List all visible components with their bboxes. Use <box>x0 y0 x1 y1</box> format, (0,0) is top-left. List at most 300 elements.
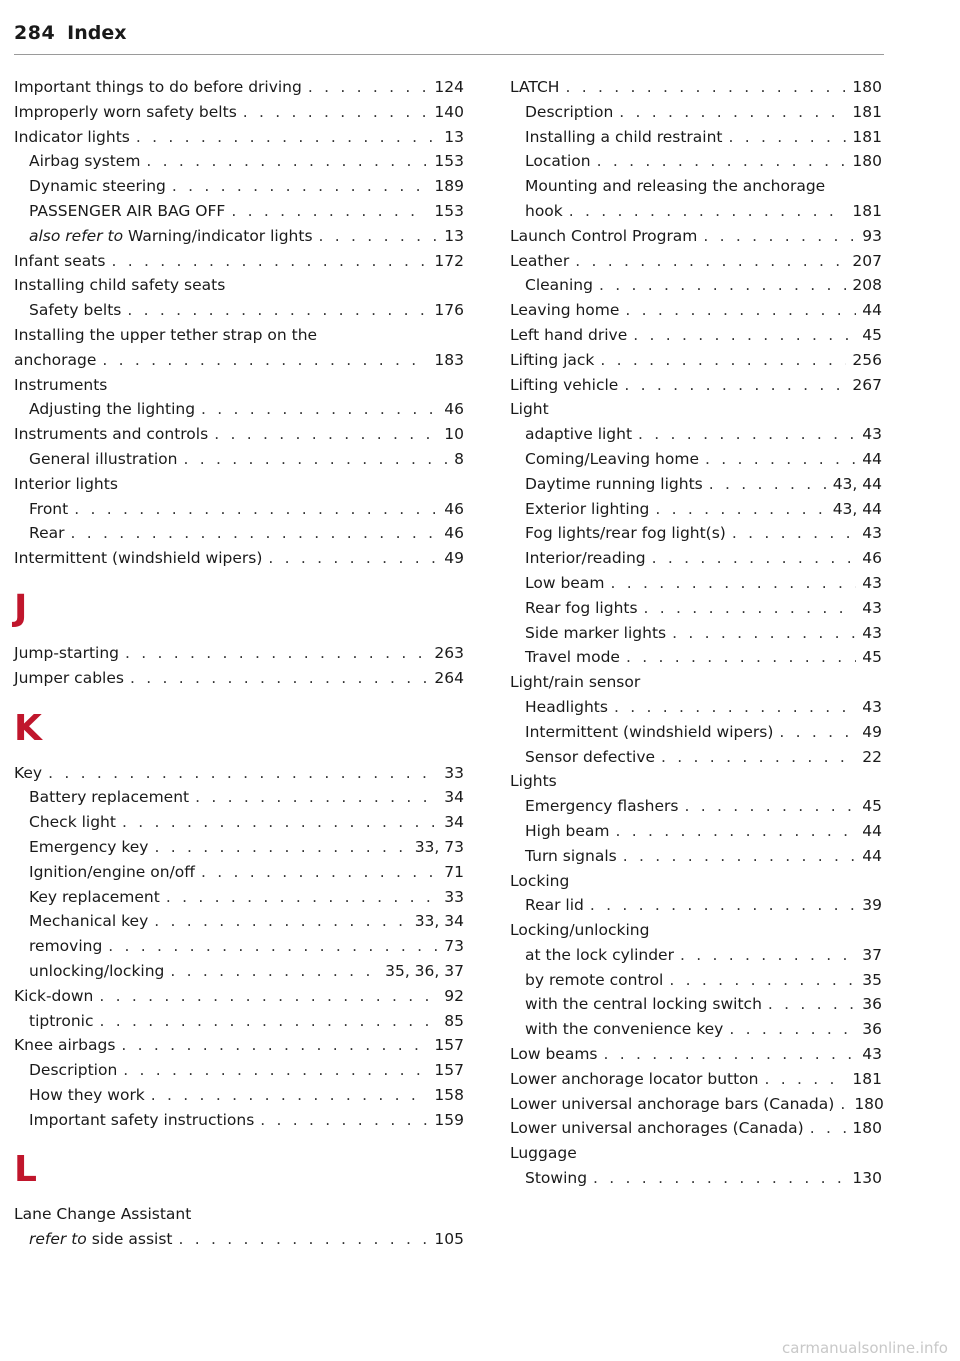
page-reference: 34 <box>444 813 464 832</box>
index-subentry <box>510 472 882 497</box>
entry-text: Turn signals <box>525 846 617 865</box>
entry-term <box>510 373 618 398</box>
dot-leader <box>183 447 448 472</box>
entry-term <box>510 249 569 274</box>
index-entry <box>14 125 464 150</box>
page-number: 284 <box>14 22 56 44</box>
entry-term <box>525 174 825 199</box>
entry-text: Emergency flashers <box>525 797 679 816</box>
entry-text: Adjusting the lighting <box>29 400 196 419</box>
page-reference: 44 <box>862 449 882 468</box>
index-entry <box>510 670 882 695</box>
dot-leader <box>626 645 856 670</box>
index-subentry <box>14 1083 464 1108</box>
index-entry <box>510 1042 882 1067</box>
index-subentry <box>14 1009 464 1034</box>
cross-reference-label: refer to <box>29 1230 87 1249</box>
entry-text: Mounting and releasing the anchorage <box>525 177 826 196</box>
entry-text: PASSENGER AIR BAG OFF <box>29 201 226 220</box>
page-reference: 43 <box>862 573 882 592</box>
entry-term <box>14 323 317 348</box>
index-entry <box>14 100 464 125</box>
dot-leader <box>575 249 846 274</box>
entry-text: at the lock cylinder <box>525 945 674 964</box>
index-subentry <box>14 521 464 546</box>
entry-term <box>510 769 557 794</box>
index-subentry <box>510 844 882 869</box>
entry-term <box>525 1017 723 1042</box>
page-reference: 34 <box>444 788 464 807</box>
entry-text: Location <box>525 152 591 171</box>
index-subentry <box>510 199 882 224</box>
page-reference: 264 <box>434 668 464 687</box>
dot-leader <box>111 249 428 274</box>
entry-term <box>525 149 591 174</box>
page-reference: 46 <box>444 499 464 518</box>
dot-leader <box>593 1166 846 1191</box>
entry-term <box>525 1166 587 1191</box>
dot-leader <box>709 472 827 497</box>
entry-text: High beam <box>525 821 610 840</box>
dot-leader <box>652 546 857 571</box>
entry-text: Rear lid <box>525 896 584 915</box>
entry-term <box>525 645 620 670</box>
page-reference: 157 <box>434 1061 464 1080</box>
entry-term <box>510 298 619 323</box>
index-subentry <box>510 422 882 447</box>
entry-term <box>525 199 563 224</box>
entry-text: Intermittent (windshield wipers) <box>525 722 774 741</box>
entry-text: Side marker lights <box>525 623 667 642</box>
cross-reference-label: also refer to <box>29 226 124 245</box>
entry-term <box>14 348 96 373</box>
entry-term <box>510 869 569 894</box>
page-reference: 36 <box>862 1020 882 1039</box>
index-entry <box>510 869 882 894</box>
page-reference: 176 <box>434 301 464 320</box>
dot-leader <box>214 422 438 447</box>
index-entry <box>14 546 464 571</box>
entry-term <box>510 1042 598 1067</box>
dot-leader <box>619 100 846 125</box>
page-reference: 181 <box>852 201 882 220</box>
index-entry <box>510 1141 882 1166</box>
index-subentry <box>510 447 882 472</box>
index-subentry <box>510 968 882 993</box>
entry-term <box>525 968 663 993</box>
entry-text: Improperly worn safety belts <box>14 102 237 121</box>
entry-text: Warning/indicator lights <box>128 226 313 245</box>
index-entry <box>510 249 882 274</box>
index-subentry <box>14 785 464 810</box>
entry-term <box>510 1092 834 1117</box>
entry-text: Light <box>510 400 549 419</box>
dot-leader <box>768 992 856 1017</box>
entry-text: Description <box>29 1061 118 1080</box>
entry-text: Stowing <box>525 1169 588 1188</box>
entry-term <box>29 785 189 810</box>
entry-term <box>14 125 130 150</box>
entry-term <box>14 984 93 1009</box>
page-reference: 93 <box>862 226 882 245</box>
page-reference: 73 <box>444 937 464 956</box>
dot-leader <box>604 1042 857 1067</box>
entry-term <box>14 472 118 497</box>
entry-text: Knee airbags <box>14 1036 116 1055</box>
entry-term <box>510 397 549 422</box>
index-subentry <box>510 893 882 918</box>
page-reference: 180 <box>852 78 882 96</box>
entry-term <box>510 323 627 348</box>
index-entry <box>14 984 464 1009</box>
page-reference: 35 <box>862 970 882 989</box>
dot-leader <box>201 860 438 885</box>
dot-leader <box>599 273 846 298</box>
page-reference: 43 <box>862 623 882 642</box>
entry-text: Rear fog lights <box>525 598 638 617</box>
dot-leader <box>590 893 856 918</box>
page-reference: 44 <box>862 821 882 840</box>
entry-text: Locking/unlocking <box>510 921 650 940</box>
dot-leader <box>146 149 428 174</box>
entry-term <box>525 596 638 621</box>
index-subentry <box>14 224 464 249</box>
page-reference: 49 <box>444 549 464 568</box>
entry-text: Emergency key <box>29 837 149 856</box>
dot-leader <box>672 621 856 646</box>
index-entry <box>510 298 882 323</box>
index-subentry <box>510 521 882 546</box>
entry-term <box>29 1083 145 1108</box>
index-subentry <box>510 174 882 199</box>
page-reference: 256 <box>852 350 882 369</box>
entry-text: Safety belts <box>29 301 122 320</box>
page-reference: 43 <box>862 1045 882 1064</box>
page-reference: 43 <box>862 425 882 444</box>
entry-term <box>29 810 116 835</box>
dot-leader <box>195 785 438 810</box>
entry-text: by remote control <box>525 970 664 989</box>
entry-text: Lifting vehicle <box>510 375 619 394</box>
index-subentry <box>14 298 464 323</box>
entry-text: Exterior lighting <box>525 499 650 518</box>
dot-leader <box>231 199 428 224</box>
dot-leader <box>810 1116 847 1141</box>
index-subentry <box>14 174 464 199</box>
entry-text: side assist <box>91 1230 173 1249</box>
page-reference: 35, 36, 37 <box>385 961 464 980</box>
index-subentry <box>14 497 464 522</box>
dot-leader <box>108 934 438 959</box>
dot-leader <box>99 984 438 1009</box>
dot-leader <box>732 521 856 546</box>
entry-text: How they work <box>29 1085 145 1104</box>
dot-leader <box>638 422 856 447</box>
entry-text: Key <box>14 763 43 782</box>
index-subentry <box>510 1017 882 1042</box>
entry-text: Mechanical key <box>29 912 149 931</box>
page-reference: 45 <box>862 797 882 816</box>
page-reference: 49 <box>862 722 882 741</box>
entry-text: with the convenience key <box>525 1020 724 1039</box>
dot-leader <box>669 968 856 993</box>
index-entry <box>14 1202 464 1227</box>
index-entry <box>14 1033 464 1058</box>
entry-term <box>14 666 124 691</box>
entry-term <box>29 397 195 422</box>
page-reference: 33 <box>444 763 464 782</box>
page-reference: 46 <box>862 549 882 568</box>
dot-leader <box>268 546 438 571</box>
entry-text: Key replacement <box>29 887 160 906</box>
dot-leader <box>201 397 438 422</box>
index-subentry <box>510 596 882 621</box>
index-entry <box>510 373 882 398</box>
entry-term <box>525 447 699 472</box>
page-reference: 39 <box>862 896 882 915</box>
index-subentry <box>510 720 882 745</box>
entry-term <box>525 546 646 571</box>
index-column-left <box>14 75 464 1252</box>
entry-term <box>510 348 594 373</box>
index-entry <box>510 224 882 249</box>
entry-term <box>525 844 617 869</box>
entry-text: Travel mode <box>525 648 620 667</box>
page-reference: 180 <box>854 1094 884 1113</box>
page-reference: 140 <box>434 102 464 121</box>
index-entry <box>510 1067 882 1092</box>
page-reference: 267 <box>852 375 882 394</box>
dot-leader <box>729 1017 856 1042</box>
dot-leader <box>123 1058 428 1083</box>
entry-text: Leaving home <box>510 301 620 320</box>
index-entry <box>510 918 882 943</box>
dot-leader <box>48 761 438 786</box>
entry-text: Launch Control Program <box>510 226 698 245</box>
dot-leader <box>136 125 438 150</box>
entry-term <box>14 249 105 274</box>
page-reference: 33, 34 <box>414 912 464 931</box>
index-entry <box>14 373 464 398</box>
entry-term <box>14 641 119 666</box>
entry-text: Interior lights <box>14 474 118 493</box>
index-subentry <box>510 571 882 596</box>
entry-term <box>14 100 237 125</box>
index-entry <box>14 666 464 691</box>
page-reference: 46 <box>444 400 464 419</box>
entry-text: Cleaning <box>525 276 593 295</box>
index-entry <box>14 348 464 373</box>
index-subentry <box>14 1227 464 1252</box>
entry-term <box>29 959 164 984</box>
entry-term <box>525 745 655 770</box>
entry-text: General illustration <box>29 449 178 468</box>
index-entry <box>14 761 464 786</box>
index-entry <box>14 472 464 497</box>
entry-text: Front <box>29 499 69 518</box>
index-subentry <box>510 1166 882 1191</box>
dot-leader <box>840 1092 848 1117</box>
entry-text: Instruments and controls <box>14 425 209 444</box>
dot-leader <box>122 810 438 835</box>
header-divider <box>14 54 884 55</box>
index-subentry <box>14 860 464 885</box>
entry-text: Airbag system <box>29 152 141 171</box>
index-subentry <box>510 645 882 670</box>
entry-term <box>14 273 225 298</box>
entry-term <box>525 422 632 447</box>
dot-leader <box>121 1033 428 1058</box>
entry-term <box>510 75 559 100</box>
dot-leader <box>600 348 846 373</box>
entry-term <box>29 934 102 959</box>
entry-term <box>525 943 674 968</box>
page-reference: 22 <box>862 747 882 766</box>
index-subentry <box>14 1108 464 1133</box>
index-entry <box>510 323 882 348</box>
dot-leader <box>565 75 846 100</box>
dot-leader <box>151 1083 429 1108</box>
entry-term <box>510 670 640 695</box>
entry-text: Description <box>525 102 614 121</box>
page-reference: 44 <box>862 846 882 865</box>
page-reference: 180 <box>852 1119 882 1138</box>
entry-text: Left hand drive <box>510 325 628 344</box>
page-header <box>14 22 127 44</box>
entry-term <box>14 546 262 571</box>
entry-term <box>510 1067 758 1092</box>
entry-text: anchorage <box>14 350 97 369</box>
entry-term <box>29 1058 117 1083</box>
dot-leader <box>319 224 439 249</box>
entry-text: Lower universal anchorages (Canada) <box>510 1119 804 1138</box>
dot-leader <box>74 497 438 522</box>
entry-text: Coming/Leaving home <box>525 449 700 468</box>
index-subentry <box>510 745 882 770</box>
page-reference: 180 <box>852 152 882 171</box>
index-subentry <box>14 199 464 224</box>
entry-term <box>14 422 208 447</box>
dot-leader <box>99 1009 438 1034</box>
entry-term <box>525 521 726 546</box>
entry-text: unlocking/locking <box>29 961 165 980</box>
page-reference: 43 <box>862 697 882 716</box>
entry-term <box>525 497 649 522</box>
entry-text: Interior/reading <box>525 549 646 568</box>
entry-text: Rear <box>29 524 65 543</box>
index-subentry <box>510 100 882 125</box>
entry-text: Instruments <box>14 375 108 394</box>
index-subentry <box>510 149 882 174</box>
entry-text: Locking <box>510 871 570 890</box>
entry-text: Battery replacement <box>29 788 190 807</box>
index-subentry <box>14 934 464 959</box>
page-reference: 153 <box>434 201 464 220</box>
index-subentry <box>510 497 882 522</box>
entry-text: Lights <box>510 772 557 791</box>
index-subentry <box>510 621 882 646</box>
entry-term <box>29 447 177 472</box>
dot-leader <box>623 844 857 869</box>
index-column-right <box>510 75 882 1191</box>
entry-text: Installing the upper tether strap on the <box>14 325 318 344</box>
page-reference: 85 <box>444 1011 464 1030</box>
dot-leader <box>569 199 847 224</box>
index-entry <box>510 769 882 794</box>
page-reference: 158 <box>434 1085 464 1104</box>
entry-text: Jump-starting <box>14 643 119 662</box>
page-reference: 44 <box>862 301 882 320</box>
page-reference: 124 <box>434 78 464 96</box>
dot-leader <box>625 298 856 323</box>
page-reference: 36 <box>862 995 882 1014</box>
index-letter-heading: K <box>14 707 42 749</box>
entry-text: Lower anchorage locator button <box>510 1069 759 1088</box>
page-reference: 46 <box>444 524 464 543</box>
entry-term <box>29 885 160 910</box>
page-reference: 157 <box>434 1036 464 1055</box>
entry-term <box>525 571 604 596</box>
entry-term <box>510 224 697 249</box>
dot-leader <box>154 909 408 934</box>
index-subentry <box>510 125 882 150</box>
page-reference: 207 <box>852 251 882 270</box>
entry-term <box>29 835 148 860</box>
dot-leader <box>260 1108 428 1133</box>
entry-term <box>29 1108 254 1133</box>
dot-leader <box>125 641 428 666</box>
dot-leader <box>308 75 429 100</box>
index-subentry <box>14 447 464 472</box>
entry-term <box>14 1033 115 1058</box>
index-entry <box>14 273 464 298</box>
page-reference: 13 <box>444 226 464 245</box>
entry-text: tiptronic <box>29 1011 94 1030</box>
entry-text: adaptive light <box>525 425 633 444</box>
entry-term <box>510 1141 577 1166</box>
dot-leader <box>102 348 428 373</box>
entry-text: with the central locking switch <box>525 995 762 1014</box>
index-entry <box>510 397 882 422</box>
entry-text: Important things to do before driving <box>14 78 302 96</box>
entry-term <box>525 100 613 125</box>
entry-text: Important safety instructions <box>29 1110 255 1129</box>
dot-leader <box>633 323 856 348</box>
page-reference: 71 <box>444 862 464 881</box>
index-entry <box>510 75 882 100</box>
entry-text: Luggage <box>510 1144 577 1163</box>
section-title: Index <box>67 22 127 44</box>
entry-text: Indicator lights <box>14 127 130 146</box>
index-subentry <box>14 1058 464 1083</box>
dot-leader <box>127 298 428 323</box>
entry-term <box>29 298 121 323</box>
page-reference: 33, 73 <box>414 837 464 856</box>
entry-term <box>525 472 703 497</box>
index-subentry <box>14 885 464 910</box>
index-subentry <box>510 943 882 968</box>
index-letter-heading: J <box>14 587 28 629</box>
page-reference: 43 <box>862 524 882 543</box>
page-reference: 181 <box>852 1069 882 1088</box>
dot-leader <box>70 521 438 546</box>
entry-text: Installing a child restraint <box>525 127 723 146</box>
watermark: carmanualsonline.info <box>782 1339 948 1357</box>
dot-leader <box>243 100 429 125</box>
page-reference: 43, 44 <box>832 474 882 493</box>
page-reference: 153 <box>434 152 464 171</box>
page-reference: 181 <box>852 127 882 146</box>
